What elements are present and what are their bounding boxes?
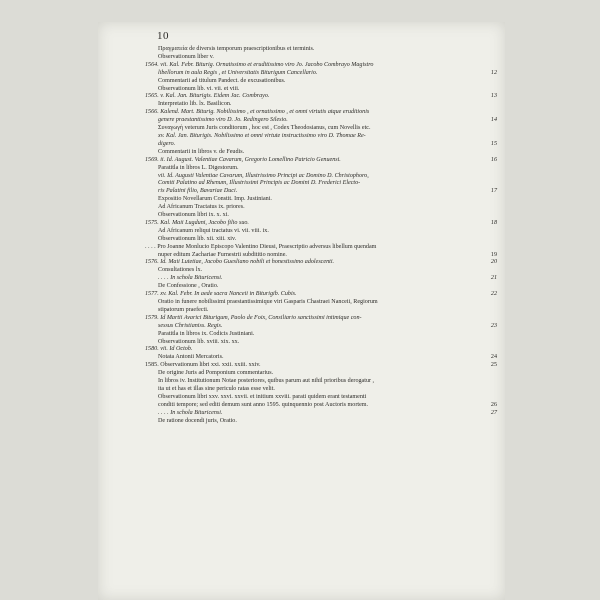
line-text: Paratitla in libros ix. Codicis Justiniani. xyxy=(158,330,255,337)
line-text: Ad Africanum Tractatus ix. priores. xyxy=(158,204,245,211)
text-line xyxy=(145,362,497,370)
line-text: 1575. Kal. Maii Lugduni, Jacobo filio suo. xyxy=(145,219,249,226)
line-text: Observationum libri ix. x. xi. xyxy=(158,212,229,219)
text-line xyxy=(145,307,487,315)
line-text: Συναγωγὴ veterum Juris conditorum , hoc est , Codex Theodosianus, cum Novellis etc. xyxy=(158,125,371,132)
entry-number: 15 xyxy=(490,140,497,147)
entry-number: 12 xyxy=(490,69,497,76)
line-text: Commentarii ad titulum Pandect. de excusationibus. xyxy=(158,77,286,84)
line-text: genere praestantissimo viro D. Jo. Redingero Silesio. xyxy=(158,117,288,124)
text-line xyxy=(145,370,487,378)
text-line xyxy=(145,54,487,62)
text-line xyxy=(145,212,487,220)
text-line xyxy=(145,386,487,394)
line-text: Observationum libri xxv. xxvi. xxvii. et initium xxviii. parati quidem erant testamenti xyxy=(158,393,367,400)
line-text: Expositio Novellarum Constit. Imp. Justiniani. xyxy=(158,196,272,203)
text-line xyxy=(145,394,487,402)
text-line xyxy=(145,409,497,418)
text-line xyxy=(145,418,487,426)
line-text: xv. Kal. Jan. Biturigis. Nobilissimo et omni virtute instructissimo viro D. Thomae Re- xyxy=(158,132,366,139)
entry-number: 17 xyxy=(490,188,497,195)
text-line xyxy=(145,244,487,252)
line-text: vii. Id. Augusti Valentiae Cavarum, Illustrissimo Principi ac Domino D. Christophoro, xyxy=(158,172,369,179)
line-text: Πραγματεία de diversis temporum praescriptionibus et terminis. xyxy=(158,46,315,52)
text-line xyxy=(145,378,487,386)
line-text: 1576. Id. Maii Lutetiae, Jacobo Guesliano nobili et honestissimo adolescenti. xyxy=(145,259,335,266)
entry-number: 13 xyxy=(490,93,497,100)
entry-number: 25 xyxy=(490,362,497,369)
line-text: 1579. Id Martii Avarici Biturigum, Paolo de Foix, Consiliario sanctissimi intimique con- xyxy=(145,314,362,321)
text-line xyxy=(145,339,487,347)
line-text: . . . . In schola Bituricensi. xyxy=(158,409,223,416)
entry-number: 19 xyxy=(490,251,497,258)
line-text: 1564. vii. Kal. Febr. Biturig. Ornatissimo et eruditissimo viro Jo. Jacobo Combrayo Magistro xyxy=(145,61,374,68)
book-page xyxy=(98,22,505,600)
line-text: . . . . Pro Joanne Monlucio Episcopo Valentino Dieusi, Praescriptio adversus libellum quendam xyxy=(145,243,377,250)
line-text: Interpretatio lib. lx. Basilicon. xyxy=(158,101,232,108)
line-text: Observationum lib. vi. vii. et viii. xyxy=(158,85,240,92)
entry-number: 20 xyxy=(490,259,497,266)
text-line xyxy=(145,322,497,331)
text-line xyxy=(145,283,487,291)
text-line xyxy=(145,236,487,244)
text-line xyxy=(145,156,497,165)
text-line xyxy=(145,299,487,307)
line-text: stipatorum praefecti. xyxy=(158,306,209,313)
text-line xyxy=(145,125,487,133)
text-line xyxy=(145,188,497,196)
text-line xyxy=(145,275,497,283)
line-text: De origine Juris ad Pomponium commentarius. xyxy=(158,370,274,377)
line-text: ris Palatini filio, Bavariae Duci. xyxy=(158,188,238,195)
text-line xyxy=(145,354,497,362)
line-text: nuper editum Zachariae Furnestrii subdititio nomine. xyxy=(158,251,287,258)
entry-number: 23 xyxy=(490,322,497,329)
entry-number: 22 xyxy=(490,291,497,298)
line-text: De Confessione , Oratio. xyxy=(158,283,219,290)
line-text: Observationum lib. xii. xiii. xiv. xyxy=(158,235,237,242)
line-text: In libros iv. Institutionum Notae posteriores, quibus parum aut nihil prioribus derogatur , xyxy=(158,378,375,385)
page-body xyxy=(145,46,497,426)
text-line xyxy=(145,267,487,275)
line-text: 1566. Kalend. Mart. Biturig. Nobilissimo , et ornatissimo , et omni virtutis atque eruditionis xyxy=(145,109,370,116)
text-line xyxy=(145,133,487,141)
line-text: conditi tempore; sed editi demum sunt anno 1595. quinquennio post Auctoris mortem. xyxy=(158,401,369,408)
line-text: 1585. Observationum libri xxi. xxii. xxiii. xxiv. xyxy=(145,362,261,369)
line-text: Observationum lib. xviii. xix. xx. xyxy=(158,338,240,345)
line-text: 1569. ii. Id. August. Valentiae Cavarum, Gregorio Lomellino Patricio Genuensi. xyxy=(145,156,341,163)
entry-number: 26 xyxy=(490,401,497,408)
text-line xyxy=(145,101,487,109)
line-text: Paratitla in libros L. Digestorum. xyxy=(158,164,239,171)
text-line xyxy=(145,62,487,70)
text-line xyxy=(145,204,487,212)
line-text: Consultationes lx. xyxy=(158,267,203,274)
text-line xyxy=(145,140,497,149)
line-text: 1577. xv. Kal. Febr. In aede sacra Nanceii in Biturigib. Cubis. xyxy=(145,291,297,298)
text-line xyxy=(145,93,497,101)
line-text: Observationum liber v. xyxy=(158,53,214,60)
text-line xyxy=(145,315,487,323)
text-line xyxy=(145,401,497,410)
text-line xyxy=(145,219,497,228)
text-line xyxy=(145,259,497,267)
text-line xyxy=(145,86,487,94)
line-text: libellorum in aula Regis , et Universitatis Biturigum Cancellario. xyxy=(158,69,318,76)
text-line xyxy=(145,291,497,299)
entry-number: 21 xyxy=(490,275,497,282)
line-text: Oratio in funere nobilissimi praestantissimique viri Gasparis Chastraei Nanceii, Regiorum xyxy=(158,299,378,305)
text-line xyxy=(145,109,487,117)
text-line xyxy=(145,228,487,236)
line-text: sessus Christianiss. Regis. xyxy=(158,322,223,329)
line-text: 1565. v. Kal. Jan. Biturigis. Eidem Jac. Combrayo. xyxy=(145,93,270,100)
entry-number: 27 xyxy=(490,409,497,416)
entry-number: 24 xyxy=(490,354,497,361)
text-line xyxy=(145,78,487,86)
text-line xyxy=(145,149,487,157)
line-text: Commentarii in libros v. de Feudis. xyxy=(158,148,245,155)
line-text: Ad Africanum reliqui tractatus vi. vii. viii. ix. xyxy=(158,227,269,234)
line-text: De ratione docendi juris, Oratio. xyxy=(158,417,237,424)
text-line xyxy=(145,46,487,54)
entry-number: 16 xyxy=(490,156,497,163)
line-text: Comiti Palatino ad Rhenum, Illustrissimi Principis ac Domini D. Frederici Electo- xyxy=(158,180,361,187)
text-line xyxy=(145,69,497,78)
line-text: digero. xyxy=(158,140,176,147)
text-line xyxy=(145,346,487,354)
text-line xyxy=(145,251,497,260)
line-text: 1580. vii. Id Octob. xyxy=(145,346,193,353)
text-line xyxy=(145,117,497,125)
line-text: . . . . In schola Bituricensi. xyxy=(158,275,223,282)
page-number: 10 xyxy=(157,30,169,42)
entry-number: 14 xyxy=(490,117,497,124)
text-line xyxy=(145,331,487,339)
text-line xyxy=(145,196,487,204)
line-text: Notata Antonii Mercatoris. xyxy=(158,354,224,361)
text-line xyxy=(145,165,487,173)
line-text: ita ut et has et illas sine periculo ratas esse velit. xyxy=(158,385,275,392)
text-line xyxy=(145,173,487,181)
entry-number: 18 xyxy=(490,219,497,226)
